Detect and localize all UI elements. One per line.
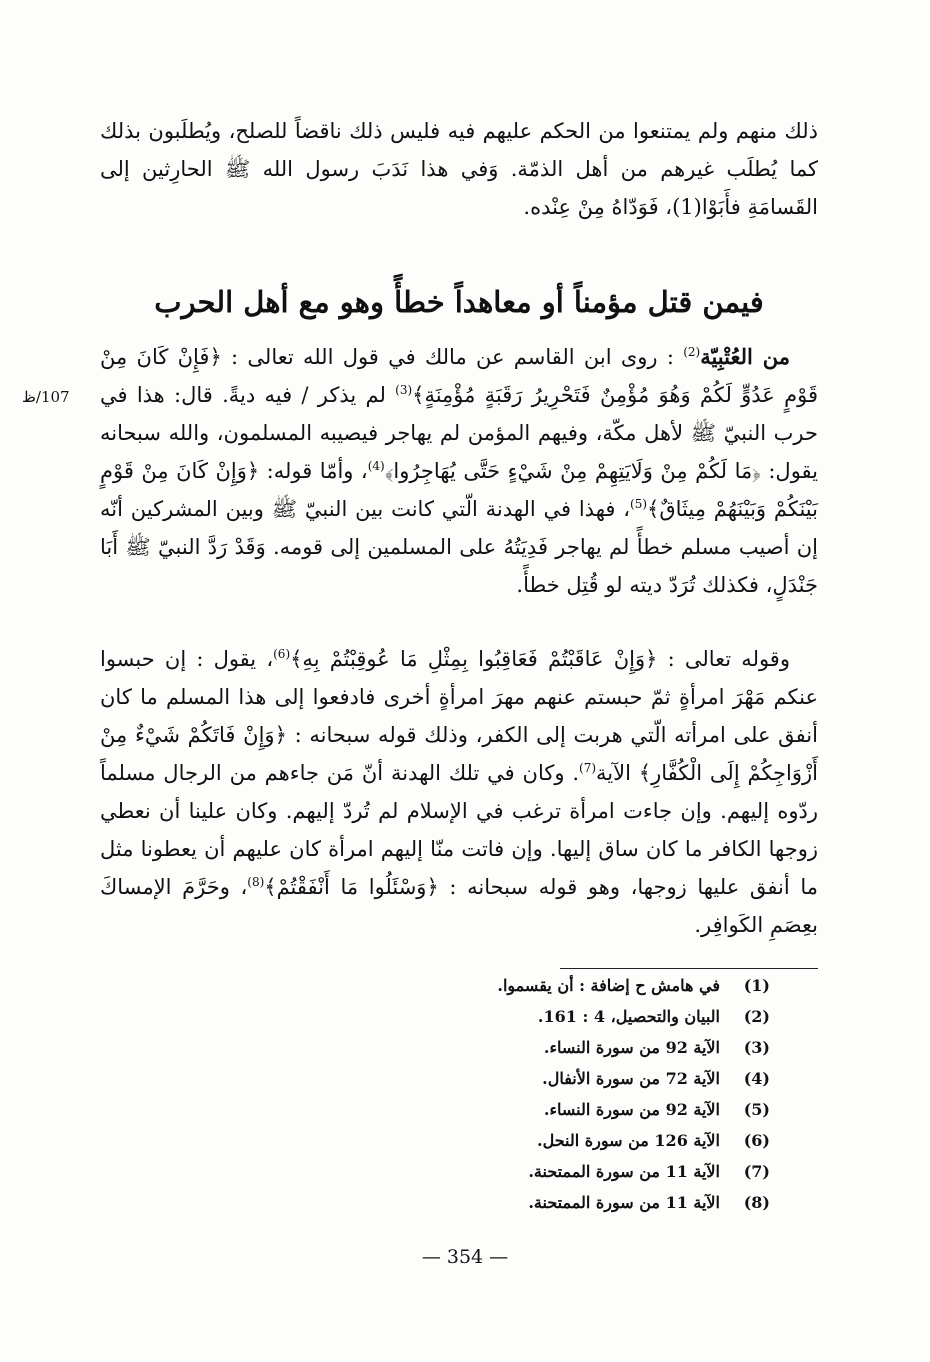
footnote-number: (4): [743, 1069, 770, 1088]
footnote-item: [300, 1094, 770, 1125]
footnote-item: [300, 1156, 770, 1187]
paragraph-1: [100, 338, 818, 604]
paragraph-2-text-b: ، يقول : إن حبسوا عنكم مَهْرَ امرأةٍ ثمّ حبستم عنهم مهرَ امرأةٍ أخرى فادفعوا إلى هذا المسلم ما كان أنفق على امرأته الّتي هربت إلى الكفر، وذلك قوله سبحانه : ﴿وَإِنْ فَاتَكُمْ شَيْءٌ مِنْ أَزْوَاجِكُمْ إِلَى الْكُفَّارِ﴾ الآية: [100, 647, 818, 785]
footnote-number: (1): [743, 976, 770, 995]
paragraph-2-text-d: ، وحَرَّمَ الإمساكَ بعِصَمِ الكَوافِر.: [100, 875, 818, 937]
footnote-ref-4[interactable]: (4): [367, 459, 385, 473]
footnote-text: الآية 92 من سورة النساء.: [543, 1100, 720, 1119]
footnote-divider: [560, 968, 818, 969]
footnote-number: (6): [743, 1131, 770, 1150]
footnote-item: [300, 1063, 770, 1094]
footnotes-list: [300, 970, 770, 1218]
footnote-text: الآية 11 من سورة الممتحنة.: [528, 1162, 720, 1181]
footnote-text: البيان والتحصيل، 4 : 161.: [537, 1007, 720, 1026]
margin-folio-note: 107/ظ: [22, 388, 70, 406]
footnote-item: [300, 1001, 770, 1032]
footnote-item: [300, 970, 770, 1001]
footnote-ref-8[interactable]: (8): [247, 875, 265, 889]
footnote-ref-5[interactable]: (5): [630, 497, 648, 511]
paragraph-2: [100, 640, 818, 944]
footnote-ref-6[interactable]: (6): [273, 647, 291, 661]
footnote-number: (8): [743, 1193, 770, 1212]
footnote-number: (2): [743, 1007, 770, 1026]
paragraph-2-text-a: وقوله تعالى : ﴿وَإِنْ عَاقَبْتُمْ فَعَاقِبُوا بِمِثْلِ مَا عُوقِبْتُمْ بِهِ﴾: [290, 647, 790, 671]
footnote-item: [300, 1032, 770, 1063]
section-heading: فيمن قتل مؤمناً أو معاهداً خطأً وهو مع أهل الحرب: [154, 285, 764, 319]
footnote-number: (7): [743, 1162, 770, 1181]
footnote-text: الآية 11 من سورة الممتحنة.: [528, 1193, 720, 1212]
footnote-number: (5): [743, 1100, 770, 1119]
footnote-item: [300, 1187, 770, 1218]
footnote-ref-3[interactable]: (3): [395, 383, 413, 397]
top-paragraph: [100, 112, 818, 226]
footnote-item: [300, 1125, 770, 1156]
footnote-text: الآية 72 من سورة الأنفال.: [542, 1069, 720, 1088]
paragraph-1-text-b: لم يذكر / فيه ديةً. قال: هذا في حرب النبيّ ﷺ لأهل مكّة، وفيهم المؤمن لم يهاجر فيصيبه المسلمون، والله سبحانه يقول: ﴿مَا لَكُمْ مِنْ وَلَايَتِهِمْ مِنْ شَيْءٍ حَتَّى يُهَاجِرُوا﴾: [100, 383, 819, 483]
footnote-ref-2[interactable]: (2): [683, 345, 701, 359]
paragraph-1-text-d: ، فهذا في الهدنة الّتي كانت بين النبيّ ﷺ وبين المشركين أنّه إن أصيب مسلم خطأً لم يهاجر فَدِيَتُهُ على المسلمين إلى قومه. وَقَدْ رَدَّ النبيّ ﷺ أَبَا جَنْدَلٍ، فكذلك تُرَدّ ديته لو قُتِل خطأً.: [100, 497, 818, 597]
paragraph-1-text-c: ، وأمّا قوله: ﴿وَإِنْ كَانَ مِنْ قَوْمٍ بَيْنَكُمْ وَبَيْنَهُمْ مِيثَاقٌ﴾: [100, 459, 818, 521]
paragraph-1-text-a: : روى ابن القاسم عن مالك في قول الله تعالى : ﴿فَإِنْ كَانَ مِنْ قَوْمٍ عَدُوٍّ لَكُمْ وَهُوَ مُؤْمِنٌ فَتَحْرِيرُ رَقَبَةٍ مُؤْمِنَةٍ﴾: [100, 345, 818, 407]
page-number: — 354 —: [421, 1246, 509, 1268]
footnote-text: الآية 92 من سورة النساء.: [543, 1038, 720, 1057]
source-title: من العُتْبِيّة: [700, 344, 790, 369]
footnote-ref-7[interactable]: (7): [579, 761, 597, 775]
footnote-text: الآية 126 من سورة النحل.: [537, 1131, 720, 1150]
paragraph-2-text-c: . وكان في تلك الهدنة أنّ مَن جاءهم من الرجال مسلماً ردّوه إليهم. وإن جاءت امرأة ترغب في الإسلام لم تُردّ إليهم. وكان علينا أن نعطي زوجها الكافر ما كان ساق إليها. وإن فاتت منّا إليهم امرأة كان عليهم أن يعطونا مثل ما أنفق عليها زوجها، وهو قوله سبحانه : ﴿وَسْئَلُوا مَا أَنْفَقْتُمْ﴾: [100, 761, 818, 899]
footnote-text: في هامش ح إضافة : أن يقسموا.: [497, 976, 720, 995]
top-paragraph-text: ذلك منهم ولم يمتنعوا من الحكم عليهم فيه فليس ذلك ناقضاً للصلح، ويُطلَبون بذلك كما يُطلَب غيرهم من أهل الذمّة. وَفي هذا نَدَبَ رسول الله ﷺ الحارِثين إلى القَسامَةِ فأَبَوْا(1)، فَوَدّاهُ مِنْ عِنْده.: [100, 119, 818, 219]
footnote-number: (3): [743, 1038, 770, 1057]
